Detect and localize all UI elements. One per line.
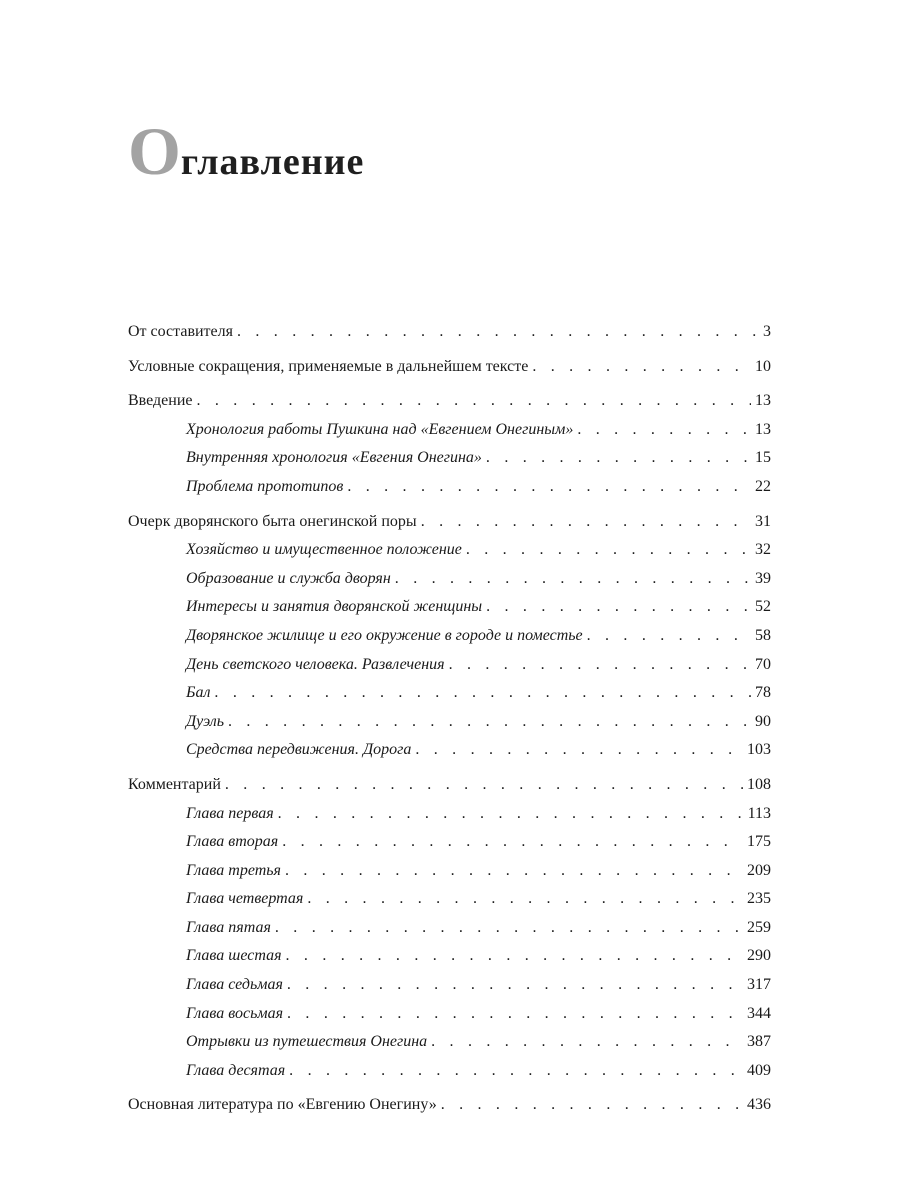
toc-leader-dots — [415, 736, 743, 765]
toc-entry-title: Условные сокращения, применяемые в дальнейшем тексте — [128, 357, 529, 375]
toc-subentry — [128, 857, 771, 886]
toc-leader-dots — [587, 622, 751, 651]
toc-subentry — [128, 1057, 771, 1086]
toc-page-number: 22 — [755, 477, 771, 495]
toc-leader-dots — [486, 444, 751, 473]
toc-subentry — [128, 679, 771, 708]
toc-page-number: 31 — [755, 512, 771, 530]
toc-page-number: 409 — [747, 1061, 771, 1079]
toc-entry — [128, 353, 771, 382]
toc-subentry — [128, 622, 771, 651]
toc-page-number: 39 — [755, 569, 771, 587]
toc-leader-dots — [237, 318, 759, 347]
toc-page-number: 52 — [755, 598, 771, 616]
toc-leader-dots — [466, 536, 751, 565]
title-dropcap: О — [128, 113, 181, 190]
toc-entry — [128, 771, 771, 800]
toc-entry-title: Комментарий — [128, 775, 221, 793]
toc-page-number: 90 — [755, 712, 771, 730]
toc-leader-dots — [197, 387, 752, 416]
toc-entry-title: Глава третья — [186, 861, 281, 879]
toc-page-number: 113 — [747, 804, 771, 822]
toc-page-number: 13 — [755, 420, 771, 438]
toc-leader-dots — [228, 708, 751, 737]
toc-subentry — [128, 444, 771, 473]
toc-entry-title: Введение — [128, 392, 193, 410]
toc-page-number: 3 — [763, 323, 771, 340]
toc-leader-dots — [285, 857, 743, 886]
toc-subentry — [128, 593, 771, 622]
toc-leader-dots — [449, 651, 751, 680]
toc-entry-title: Глава десятая — [186, 1061, 286, 1079]
toc-entry-title: Средства передвижения. Дорога — [186, 741, 412, 759]
toc-leader-dots — [287, 971, 743, 1000]
toc-subentry — [128, 536, 771, 565]
toc-leader-dots — [395, 565, 751, 594]
toc-subentry — [128, 651, 771, 680]
toc-entry-title: Глава седьмая — [186, 976, 283, 994]
toc-entry-title: От составителя — [128, 323, 233, 340]
toc-page-number: 387 — [747, 1033, 771, 1051]
toc-entry-title: Глава шестая — [186, 947, 282, 965]
toc-page-number: 10 — [755, 357, 771, 375]
toc-page-number: 209 — [747, 861, 771, 879]
toc-page-number: 15 — [755, 449, 771, 467]
toc-entry-title: Образование и служба дворян — [186, 569, 391, 587]
toc-entry-title: Очерк дворянского быта онегинской поры — [128, 512, 417, 530]
toc-subentry — [128, 942, 771, 971]
toc-leader-dots — [275, 914, 743, 943]
toc-entry-title: Проблема прототипов — [186, 477, 344, 495]
toc-subentry — [128, 1000, 771, 1029]
toc-page-number: 13 — [755, 392, 771, 410]
title-rest: главление — [180, 141, 365, 184]
toc-subentry — [128, 416, 771, 445]
toc-page-number: 175 — [747, 833, 771, 851]
toc-leader-dots — [532, 353, 751, 382]
toc-page-number: 290 — [747, 947, 771, 965]
toc-entry-title: Глава четвертая — [186, 890, 304, 908]
toc-entry-title: Отрывки из путешествия Онегина — [186, 1033, 428, 1051]
toc-entry-title: Хронология работы Пушкина над «Евгением Онегиным» — [186, 420, 574, 438]
toc-subentry — [128, 708, 771, 737]
toc-subentry — [128, 736, 771, 765]
toc-page-number: 78 — [755, 684, 771, 702]
toc-entry — [128, 1091, 771, 1120]
toc-subentry — [128, 1028, 771, 1057]
toc-subentry — [128, 914, 771, 943]
toc-entry — [128, 387, 771, 416]
toc-leader-dots — [347, 473, 751, 502]
toc-entry-title: Глава пятая — [186, 918, 271, 936]
toc-subentry — [128, 800, 771, 829]
toc-entry-title: День светского человека. Развлечения — [186, 655, 445, 673]
toc-leader-dots — [577, 416, 751, 445]
toc-page-number: 108 — [747, 775, 771, 793]
toc-entry-title: Глава восьмая — [186, 1004, 284, 1022]
toc-page-number: 32 — [755, 541, 771, 559]
toc-leader-dots — [278, 800, 744, 829]
toc-entry-title: Дворянское жилище и его окружение в городе и поместье — [186, 626, 583, 644]
toc-leader-dots — [282, 828, 743, 857]
toc-entry — [128, 508, 771, 537]
toc-subentry — [128, 565, 771, 594]
toc-page-number: 436 — [747, 1096, 771, 1114]
toc-leader-dots — [421, 508, 751, 537]
toc-entry-title: Дуэль — [186, 712, 224, 730]
toc-leader-dots — [307, 885, 743, 914]
toc-subentry — [128, 828, 771, 857]
toc-leader-dots — [486, 593, 751, 622]
toc-subentry — [128, 885, 771, 914]
toc-entry-title: Интересы и занятия дворянской женщины — [186, 598, 483, 616]
toc-page-number: 235 — [747, 890, 771, 908]
toc-page-number: 259 — [747, 918, 771, 936]
toc-leader-dots — [287, 1000, 743, 1029]
toc-subentry — [128, 971, 771, 1000]
table-of-contents — [128, 318, 771, 1120]
toc-entry-title: Глава вторая — [186, 833, 279, 851]
toc-page-number: 344 — [747, 1004, 771, 1022]
toc-entry-title: Хозяйство и имущественное положение — [186, 541, 462, 559]
toc-page-number: 103 — [747, 741, 771, 759]
toc-entry-title: Бал — [186, 684, 211, 702]
toc-leader-dots — [286, 942, 743, 971]
toc-entry-title: Внутренняя хронология «Евгения Онегина» — [186, 449, 482, 467]
toc-leader-dots — [431, 1028, 743, 1057]
toc-page-number: 317 — [747, 976, 771, 994]
toc-leader-dots — [214, 679, 751, 708]
toc-leader-dots — [441, 1091, 743, 1120]
toc-page-number: 70 — [755, 655, 771, 673]
toc-leader-dots — [289, 1057, 743, 1086]
toc-entry-title: Глава первая — [186, 804, 274, 822]
toc-subentry — [128, 473, 771, 502]
toc-entry — [128, 318, 771, 347]
toc-page-number: 58 — [755, 626, 771, 644]
toc-leader-dots — [225, 771, 743, 800]
toc-entry-title: Основная литература по «Евгению Онегину» — [128, 1096, 437, 1114]
page-title — [128, 113, 365, 190]
